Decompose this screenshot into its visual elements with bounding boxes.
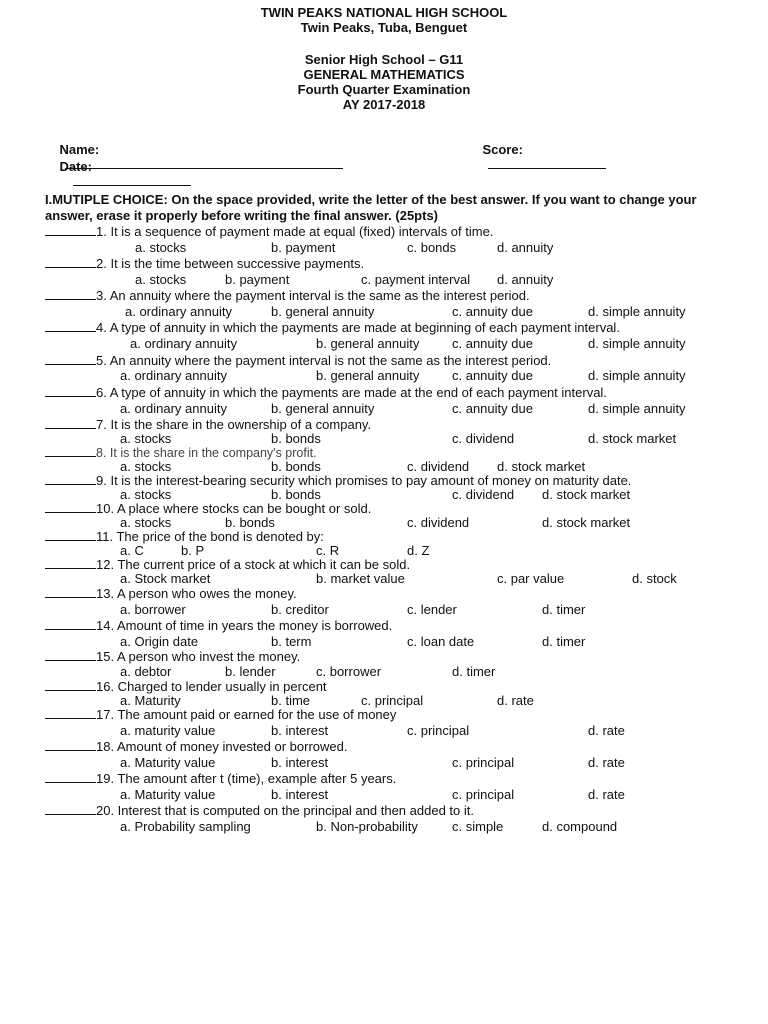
option-b: b. bonds <box>271 431 321 446</box>
option-b: b. general annuity <box>316 368 420 383</box>
option-b: b. bonds <box>271 459 321 474</box>
name-label: Name: <box>59 142 100 157</box>
question-11 <box>45 529 324 544</box>
answer-blank[interactable] <box>45 417 96 429</box>
option-c: c. dividend <box>452 487 515 502</box>
question-14 <box>45 618 392 633</box>
option-d: d. stock market <box>542 487 631 502</box>
option-d: d. stock market <box>497 459 586 474</box>
question-19 <box>45 771 396 786</box>
question-text: 2. It is the time between successive payments. <box>96 256 365 271</box>
option-d: d. rate <box>497 693 534 708</box>
option-d: d. Z <box>407 543 430 558</box>
option-c: c. principal <box>407 723 470 738</box>
option-c: c. annuity due <box>452 336 533 351</box>
option-c: c. annuity due <box>452 401 533 416</box>
option-b: b. P <box>181 543 205 558</box>
question-text: 20. Interest that is computed on the principal and then added to it. <box>96 803 474 818</box>
answer-blank[interactable] <box>45 618 96 630</box>
option-a: a. stocks <box>135 272 187 287</box>
option-c: c. payment interval <box>361 272 471 287</box>
answer-blank[interactable] <box>45 353 96 365</box>
option-a: a. maturity value <box>120 723 216 738</box>
question-18 <box>45 739 347 754</box>
option-a: a. Stock market <box>120 571 211 586</box>
answer-blank[interactable] <box>45 649 96 661</box>
question-text: 12. The current price of a stock at which it can be sold. <box>96 557 411 572</box>
subject-title: GENERAL MATHEMATICS <box>303 67 465 82</box>
score-blank[interactable] <box>488 157 606 169</box>
option-b: b. creditor <box>271 602 329 617</box>
question-text: 18. Amount of money invested or borrowed. <box>96 739 348 754</box>
option-a: a. stocks <box>135 240 187 255</box>
option-c: c. principal <box>452 755 515 770</box>
school-location: Twin Peaks, Tuba, Benguet <box>300 20 468 35</box>
option-c: c. dividend <box>407 515 470 530</box>
option-a: a. C <box>120 543 144 558</box>
option-b: b. interest <box>271 787 329 802</box>
question-text: 19. The amount after t (time), example after 5 years. <box>96 771 397 786</box>
option-b: b. Non-probability <box>316 819 418 834</box>
answer-blank[interactable] <box>45 320 96 332</box>
option-d: d. rate <box>588 755 625 770</box>
option-d: d. simple annuity <box>588 304 686 319</box>
question-17 <box>45 707 396 722</box>
option-b: b. general annuity <box>271 304 375 319</box>
date-label: Date: <box>59 159 92 174</box>
question-text: 5. An annuity where the payment interval is not the same as the interest period. <box>96 353 552 368</box>
answer-blank[interactable] <box>45 385 96 397</box>
score-label: Score: <box>482 142 523 157</box>
option-c: c. par value <box>497 571 565 586</box>
option-b: b. bonds <box>271 487 321 502</box>
option-a: a. ordinary annuity <box>125 304 232 319</box>
option-c: c. dividend <box>452 431 515 446</box>
option-b: b. payment <box>271 240 336 255</box>
answer-blank[interactable] <box>45 288 96 300</box>
option-a: a. stocks <box>120 487 172 502</box>
option-d: d. simple annuity <box>588 401 686 416</box>
option-c: c. borrower <box>316 664 382 679</box>
option-b: b. interest <box>271 723 329 738</box>
option-c: c. annuity due <box>452 368 533 383</box>
option-a: a. Maturity value <box>120 787 216 802</box>
question-text: 6. A type of annuity in which the payments are made at the end of each payment interval. <box>96 385 607 400</box>
instructions: I.MUTIPLE CHOICE: On the space provided, write the letter of the best answer. If you want to change your answer, erase it properly before writing the final answer. (25pts) <box>45 192 697 223</box>
question-20 <box>45 803 474 818</box>
option-b: b. time <box>271 693 311 708</box>
question-text: 9. It is the interest-bearing security which promises to pay amount of money on maturity date. <box>96 473 632 488</box>
answer-blank[interactable] <box>45 557 96 569</box>
question-text: 17. The amount paid or earned for the use of money <box>96 707 397 722</box>
question-text: 14. Amount of time in years the money is borrowed. <box>96 618 393 633</box>
option-c: c. dividend <box>407 459 470 474</box>
question-3 <box>45 288 530 303</box>
option-a: a. ordinary annuity <box>120 401 227 416</box>
answer-blank[interactable] <box>45 771 96 783</box>
question-text: 4. A type of annuity in which the payments are made at beginning of each payment interval. <box>96 320 620 335</box>
answer-blank[interactable] <box>45 224 96 236</box>
answer-blank[interactable] <box>45 501 96 513</box>
option-a: a. debtor <box>120 664 172 679</box>
question-text: 13. A person who owes the money. <box>96 586 297 601</box>
question-16 <box>45 679 327 694</box>
option-d: d. compound <box>542 819 618 834</box>
option-c: c. lender <box>407 602 457 617</box>
school-name: TWIN PEAKS NATIONAL HIGH SCHOOL <box>260 5 508 20</box>
option-b: b. lender <box>225 664 276 679</box>
answer-blank[interactable] <box>45 473 96 485</box>
option-d: d. stock market <box>542 515 631 530</box>
answer-blank[interactable] <box>45 445 96 457</box>
option-d: d. annuity <box>497 272 554 287</box>
option-b: b. interest <box>271 755 329 770</box>
grade-level: Senior High School – G11 <box>304 52 464 67</box>
option-d: d. stock market <box>588 431 677 446</box>
option-c: c. loan date <box>407 634 475 649</box>
option-c: c. R <box>316 543 340 558</box>
question-text: 15. A person who invest the money. <box>96 649 301 664</box>
date-blank[interactable] <box>73 174 191 186</box>
answer-blank[interactable] <box>45 586 96 598</box>
option-a: a. stocks <box>120 459 172 474</box>
option-c: c. principal <box>361 693 424 708</box>
option-a: a. ordinary annuity <box>120 368 227 383</box>
question-13 <box>45 586 297 601</box>
academic-year: AY 2017-2018 <box>342 97 426 112</box>
question-text: 16. Charged to lender usually in percent <box>96 679 327 694</box>
question-text: 1. It is a sequence of payment made at equal (fixed) intervals of time. <box>96 224 494 239</box>
option-b: b. market value <box>316 571 405 586</box>
option-c: c. simple <box>452 819 504 834</box>
option-a: a. Probability sampling <box>120 819 251 834</box>
question-7 <box>45 417 371 432</box>
question-text: 8. It is the share in the company's profit. <box>96 446 317 460</box>
option-d: d. stock <box>632 571 677 586</box>
option-d: d. rate <box>588 787 625 802</box>
question-text: 3. An annuity where the payment interval is the same as the interest period. <box>96 288 530 303</box>
question-10 <box>45 501 371 516</box>
option-d: d. simple annuity <box>588 368 686 383</box>
question-text: 7. It is the share in the ownership of a company. <box>96 417 372 432</box>
option-a: a. Origin date <box>120 634 199 649</box>
score-row <box>468 127 606 187</box>
option-d: d. annuity <box>497 240 554 255</box>
option-c: c. principal <box>452 787 515 802</box>
option-b: b. general annuity <box>316 336 420 351</box>
option-d: d. timer <box>542 634 586 649</box>
option-a: a. Maturity <box>120 693 181 708</box>
question-15 <box>45 649 300 664</box>
option-a: a. Maturity value <box>120 755 216 770</box>
question-1 <box>45 224 493 239</box>
option-d: d. simple annuity <box>588 336 686 351</box>
option-a: a. borrower <box>120 602 186 617</box>
question-2 <box>45 256 364 271</box>
answer-blank[interactable] <box>45 803 96 815</box>
question-12 <box>45 557 410 572</box>
question-4 <box>45 320 620 335</box>
option-a: a. ordinary annuity <box>130 336 237 351</box>
option-a: a. stocks <box>120 515 172 530</box>
question-9 <box>45 473 631 488</box>
answer-blank[interactable] <box>45 739 96 751</box>
exam-title: Fourth Quarter Examination <box>297 82 471 97</box>
answer-blank[interactable] <box>45 256 96 268</box>
answer-blank[interactable] <box>45 707 96 719</box>
option-c: c. bonds <box>407 240 457 255</box>
option-b: b. payment <box>225 272 290 287</box>
option-d: d. timer <box>542 602 586 617</box>
option-c: c. annuity due <box>452 304 533 319</box>
answer-blank[interactable] <box>45 679 96 691</box>
answer-blank[interactable] <box>45 529 96 541</box>
option-d: d. timer <box>452 664 496 679</box>
question-5 <box>45 353 551 368</box>
option-a: a. stocks <box>120 431 172 446</box>
question-text: 10. A place where stocks can be bought or sold. <box>96 501 372 516</box>
question-6 <box>45 385 607 400</box>
option-d: d. rate <box>588 723 625 738</box>
option-b: b. term <box>271 634 312 649</box>
question-text: 11. The price of the bond is denoted by: <box>96 529 324 544</box>
option-b: b. bonds <box>225 515 275 530</box>
option-b: b. general annuity <box>271 401 375 416</box>
